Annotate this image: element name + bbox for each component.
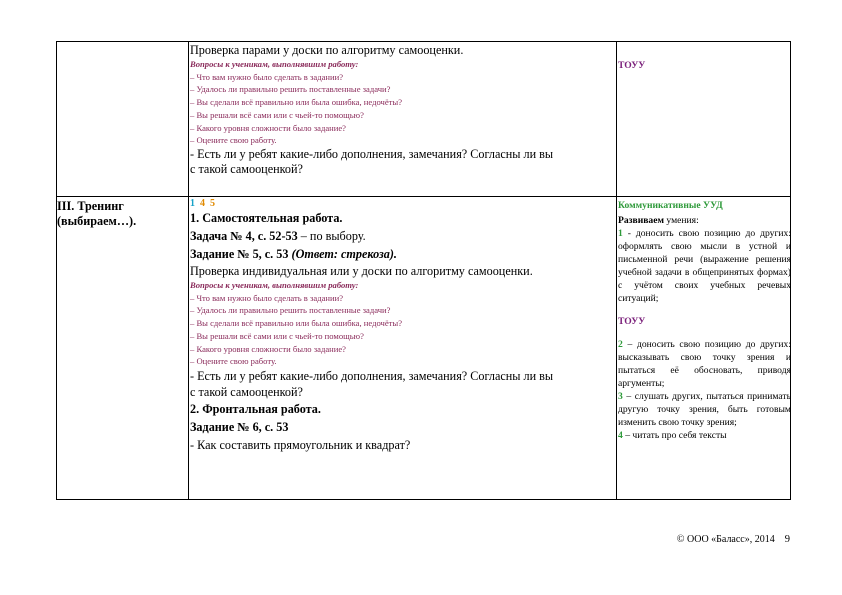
row1-question: – Удалось ли правильно решить поставленные задачи? (190, 84, 391, 95)
row2-question: – Что вам нужно было сделать в задании? (190, 292, 344, 303)
uud-item-number: 2 (618, 339, 623, 350)
row1-toyy-label: ТОУУ (618, 60, 646, 71)
uud-item-text: – читать про себя тексты (622, 430, 727, 441)
row2-toyy-label: ТОУУ (618, 316, 646, 327)
task2-item: Задание № 6, с. 53 (190, 419, 289, 434)
row1-closing-line: с такой самооценкой? (190, 161, 303, 176)
uud-item-3 (618, 390, 791, 429)
row1-closing-line: - Есть ли у ребят какие-либо дополнения, замечания? Согласны ли вы (190, 146, 554, 161)
table-divider-1 (188, 41, 189, 500)
row2-question: – Удалось ли правильно решить поставленные задачи? (190, 305, 391, 316)
copyright: © ООО «Баласс», 2014 (676, 534, 775, 545)
row1-question: – Оцените свою работу. (190, 135, 277, 146)
task2-title: 2. Фронтальная работа. (190, 401, 321, 416)
table-divider-2 (616, 41, 617, 500)
row1-question: – Какого уровня сложности было задание? (190, 122, 346, 133)
uud-item-number: 3 (618, 391, 623, 402)
difficulty-levels (190, 197, 616, 210)
level-number: 4 (200, 198, 205, 209)
lesson-table (56, 41, 791, 500)
row2-question: – Вы решали всё сами или с чьей-то помощью? (190, 330, 364, 341)
row2-closing-line: с такой самооценкой? (190, 384, 303, 399)
task-a-suffix: – по выбору. (297, 229, 366, 243)
level-number: 5 (210, 198, 215, 209)
uud-item-text: – доносить свою позицию до других: высказывать свою точку зрения и пытаться её обосновать, приводя аргументы; (618, 339, 791, 389)
uud-item-text: - доносить свою позицию до других: оформлять свою мысли в устной и письменной речи (выражение решения учебной задачи в общепринятых формах) с учётом своих учебных речевых ситуаций; (618, 228, 791, 304)
uud-item-1 (618, 227, 791, 305)
row1-questions-title: Вопросы к ученикам, выполнявшим работу: (190, 59, 359, 69)
table-border-bottom (56, 499, 791, 500)
task-a (190, 227, 616, 245)
level-number: 1 (190, 198, 195, 209)
row1-question: – Вы сделали всё правильно или была ошибка, недочёты? (190, 97, 403, 108)
row2-uud-cell (618, 199, 791, 442)
row1-activity-cell (190, 43, 616, 177)
uud-item-number: 1 (618, 228, 623, 239)
develop-rest: умения: (664, 215, 699, 226)
row2-stage-cell (57, 199, 188, 229)
page-number: 9 (784, 534, 790, 545)
row1-question: – Что вам нужно было сделать в задании? (190, 71, 344, 82)
stage-title: III. Тренинг (57, 199, 124, 213)
row1-uud-cell (618, 59, 791, 72)
develop-bold: Развиваем (618, 215, 664, 226)
develop-skills (618, 214, 791, 227)
row2-activity-cell (190, 197, 616, 454)
table-border-left (56, 41, 57, 500)
uud-item-number: 4 (618, 430, 623, 441)
row2-question: – Оцените свою работу. (190, 356, 277, 367)
uud-item-2 (618, 338, 791, 390)
check-method: Проверка индивидуальная или у доски по алгоритму самооценки. (190, 264, 533, 278)
table-border-top (56, 41, 791, 42)
row1-heading: Проверка парами у доски по алгоритму самооценки. (190, 43, 464, 57)
task-a-ref: Задача № 4, с. 52-53 (190, 229, 298, 243)
page-footer (560, 533, 790, 546)
row2-question: – Вы сделали всё правильно или была ошибка, недочёты? (190, 318, 403, 329)
task-b-answer: (Ответ: стрекоза). (291, 247, 397, 261)
uud-item-4 (618, 429, 791, 442)
uud-item-text: – слушать других, пытаться принимать другую точку зрения, быть готовым изменить свою точку зрения; (618, 391, 791, 428)
stage-subtitle: (выбираем…). (57, 214, 137, 228)
task2-question: - Как составить прямоугольник и квадрат? (190, 437, 411, 452)
row2-question: – Какого уровня сложности было задание? (190, 343, 346, 354)
uud-heading: Коммуникативные УУД (618, 200, 723, 211)
task-b-ref: Задание № 5, с. 53 (190, 247, 292, 261)
row2-questions-title: Вопросы к ученикам, выполнявшим работу: (190, 280, 359, 290)
task1-title: 1. Самостоятельная работа. (190, 211, 343, 225)
row1-question: – Вы решали всё сами или с чьей-то помощью? (190, 109, 364, 120)
task-b (190, 245, 616, 263)
row2-closing-line: - Есть ли у ребят какие-либо дополнения, замечания? Согласны ли вы (190, 368, 554, 383)
